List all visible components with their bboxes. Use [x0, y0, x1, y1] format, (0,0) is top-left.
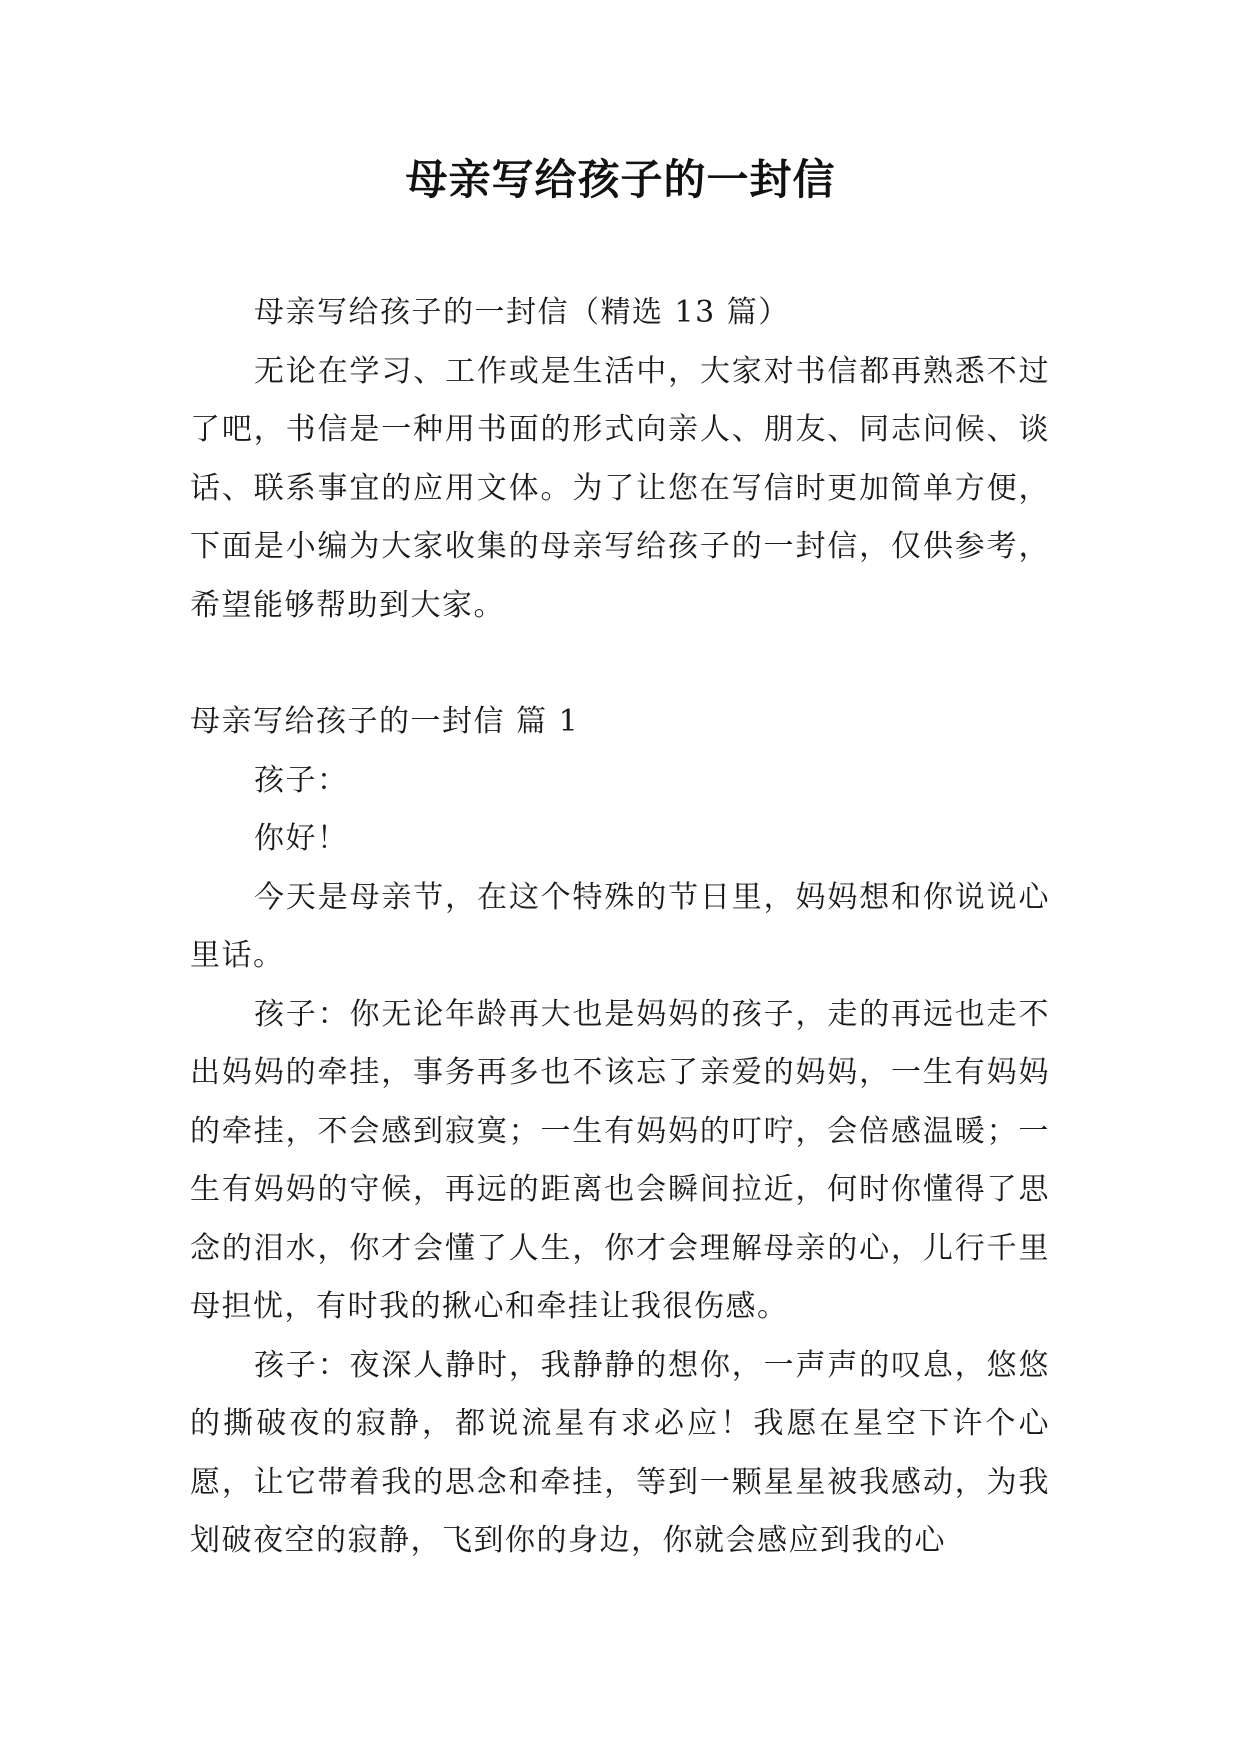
letter-greeting: 你好！ — [254, 821, 349, 856]
document-body — [190, 284, 1050, 1571]
section-heading: 母亲写给孩子的一封信 篇 1 — [190, 704, 580, 739]
letter-paragraph: 今天是母亲节，在这个特殊的节日里，妈妈想和你说说心里话。 — [190, 879, 1050, 973]
intro-paragraph: 无论在学习、工作或是生活中，大家对书信都再熟悉不过了吧，书信是一种用书面的形式向亲人、朋友、同志问候、谈话、联系事宜的应用文体。为了让您在写信时更加简单方便，下面是小编为大家收集的母亲写给孩子的一封信，仅供参考，希望能够帮助到大家。 — [190, 353, 1050, 623]
letter-paragraph: 孩子：你无论年龄再大也是妈妈的孩子，走的再远也走不出妈妈的牵挂，事务再多也不该忘了亲爱的妈妈，一生有妈妈的牵挂，不会感到寂寞；一生有妈妈的叮咛，会倍感温暖；一生有妈妈的守候，再远的距离也会瞬间拉近，何时你懂得了思念的泪水，你才会懂了人生，你才会理解母亲的心，儿行千里母担忧，有时我的揪心和牵挂让我很伤感。 — [190, 996, 1050, 1324]
letter-paragraph: 孩子：夜深人静时，我静静的想你，一声声的叹息，悠悠的撕破夜的寂静，都说流星有求必应！我愿在星空下许个心愿，让它带着我的思念和牵挂，等到一颗星星被我感动，为我划破夜空的寂静，飞到你的身边，你就会感应到我的心 — [190, 1347, 1050, 1558]
document-title: 母亲写给孩子的一封信 — [405, 155, 836, 204]
document-subtitle: 母亲写给孩子的一封信（精选 13 篇） — [254, 295, 790, 330]
letter-salutation: 孩子： — [254, 762, 349, 798]
